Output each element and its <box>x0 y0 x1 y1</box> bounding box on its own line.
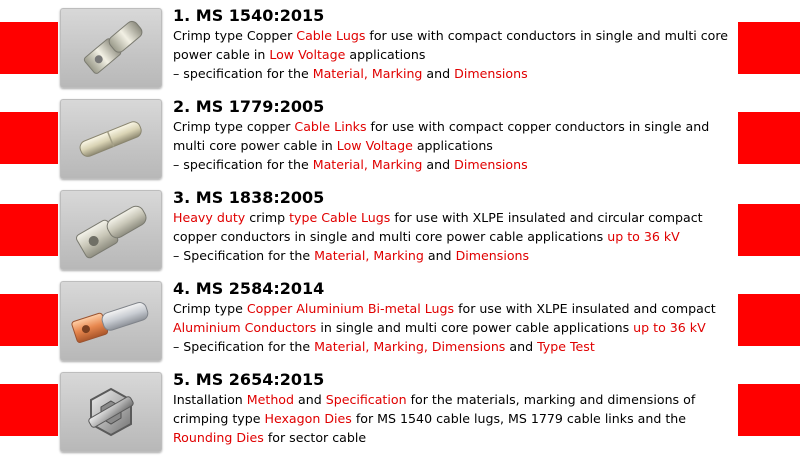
description-text: applications <box>345 47 426 62</box>
description-line <box>173 136 738 155</box>
background-stripes-left <box>0 0 58 465</box>
highlighted-term: up to 36 kV <box>607 229 680 244</box>
highlighted-term: Specification <box>325 392 407 407</box>
description-text: for MS 1540 cable lugs, MS 1779 cable links and the <box>351 411 687 426</box>
description-text: for use with XLPE insulated and circular compact <box>390 210 703 225</box>
highlighted-term: Low Voltage <box>269 47 346 62</box>
description-line <box>173 64 738 83</box>
description-text: applications <box>412 138 493 153</box>
red-stripe <box>738 112 800 164</box>
highlighted-term: Material, Marking <box>312 157 423 172</box>
standards-list <box>58 0 738 465</box>
standard-title: 2. MS 1779:2005 <box>173 97 325 116</box>
description-text: crimping type <box>173 411 265 426</box>
description-text: – Specification for the <box>173 339 315 354</box>
standard-item <box>58 277 738 363</box>
red-stripe <box>0 22 58 74</box>
standard-title: 4. MS 2584:2014 <box>173 279 325 298</box>
description-text: for use with XLPE insulated and compact <box>454 301 716 316</box>
standard-item <box>58 186 738 272</box>
standard-title: 5. MS 2654:2015 <box>173 370 325 389</box>
description-text: – specification for the <box>173 157 313 172</box>
red-stripe <box>0 294 58 346</box>
hexagon-die-icon <box>60 372 162 452</box>
standard-title: 3. MS 1838:2005 <box>173 188 325 207</box>
bimetal-lug-icon <box>60 281 162 361</box>
description-line <box>173 246 738 265</box>
description-line <box>173 318 738 337</box>
red-stripe <box>0 112 58 164</box>
standard-item <box>58 4 738 90</box>
red-stripe <box>0 204 58 256</box>
description-line <box>173 227 738 246</box>
highlighted-term: Dimensions <box>454 157 528 172</box>
description-line <box>173 45 738 64</box>
description-text: and <box>422 157 455 172</box>
description-line <box>173 208 738 227</box>
highlighted-term: Rounding Dies <box>173 430 264 445</box>
description-line <box>173 337 738 356</box>
red-stripe <box>738 204 800 256</box>
description-text: copper conductors in single and multi core power cable applications <box>173 229 608 244</box>
standard-description <box>173 117 738 174</box>
description-text: for use with compact copper conductors in single and <box>366 119 710 134</box>
description-text: and <box>423 248 456 263</box>
description-text: Crimp type copper <box>173 119 295 134</box>
description-text: and <box>422 66 455 81</box>
highlighted-term: Copper Aluminium Bi-metal Lugs <box>246 301 455 316</box>
highlighted-term: Type Test <box>537 339 595 354</box>
description-line <box>173 117 738 136</box>
highlighted-term: Low Voltage <box>336 138 413 153</box>
description-text: Crimp type Copper <box>173 28 297 43</box>
description-text: – Specification for the <box>173 248 315 263</box>
description-text: – specification for the <box>173 66 313 81</box>
standard-description <box>173 390 738 447</box>
description-line <box>173 409 738 428</box>
highlighted-term: Aluminium Conductors <box>173 320 317 335</box>
highlighted-term: Method <box>246 392 294 407</box>
highlighted-term: Dimensions <box>454 66 528 81</box>
description-text: and <box>294 392 326 407</box>
red-stripe <box>738 294 800 346</box>
highlighted-term: Dimensions <box>455 248 530 263</box>
standard-item <box>58 368 738 454</box>
highlighted-term: type Cable Lugs <box>289 210 391 225</box>
description-line <box>173 155 738 174</box>
highlighted-term: up to 36 kV <box>633 320 706 335</box>
highlighted-term: Material, Marking <box>312 66 423 81</box>
background-stripes-right <box>738 0 800 465</box>
cable-link-icon <box>60 99 162 179</box>
heavy-duty-lug-icon <box>60 190 162 270</box>
highlighted-term: Hexagon Dies <box>264 411 352 426</box>
description-text: for use with compact conductors in single and multi core <box>365 28 729 43</box>
description-text: Installation <box>173 392 247 407</box>
standard-description <box>173 208 738 265</box>
description-text: multi core power cable in <box>173 138 337 153</box>
description-text: crimp <box>245 210 290 225</box>
highlighted-term: Material, Marking, Dimensions <box>314 339 506 354</box>
highlighted-term: Cable Links <box>294 119 367 134</box>
description-text: and <box>505 339 538 354</box>
standard-description <box>173 26 738 83</box>
red-stripe <box>738 22 800 74</box>
highlighted-term: Heavy duty <box>173 210 246 225</box>
description-text: Crimp type <box>173 301 247 316</box>
standard-item <box>58 95 738 181</box>
highlighted-term: Material, Marking <box>314 248 424 263</box>
red-stripe <box>0 384 58 436</box>
description-line <box>173 390 738 409</box>
description-text: for the materials, marking and dimensions of <box>406 392 696 407</box>
description-text: for sector cable <box>263 430 367 445</box>
description-line <box>173 299 738 318</box>
standard-description <box>173 299 738 356</box>
description-line <box>173 428 738 447</box>
description-text: in single and multi core power cable applications <box>316 320 634 335</box>
description-text: power cable in <box>173 47 270 62</box>
cable-lug-icon <box>60 8 162 88</box>
description-line <box>173 26 738 45</box>
red-stripe <box>738 384 800 436</box>
highlighted-term: Cable Lugs <box>296 28 366 43</box>
standard-title: 1. MS 1540:2015 <box>173 6 325 25</box>
